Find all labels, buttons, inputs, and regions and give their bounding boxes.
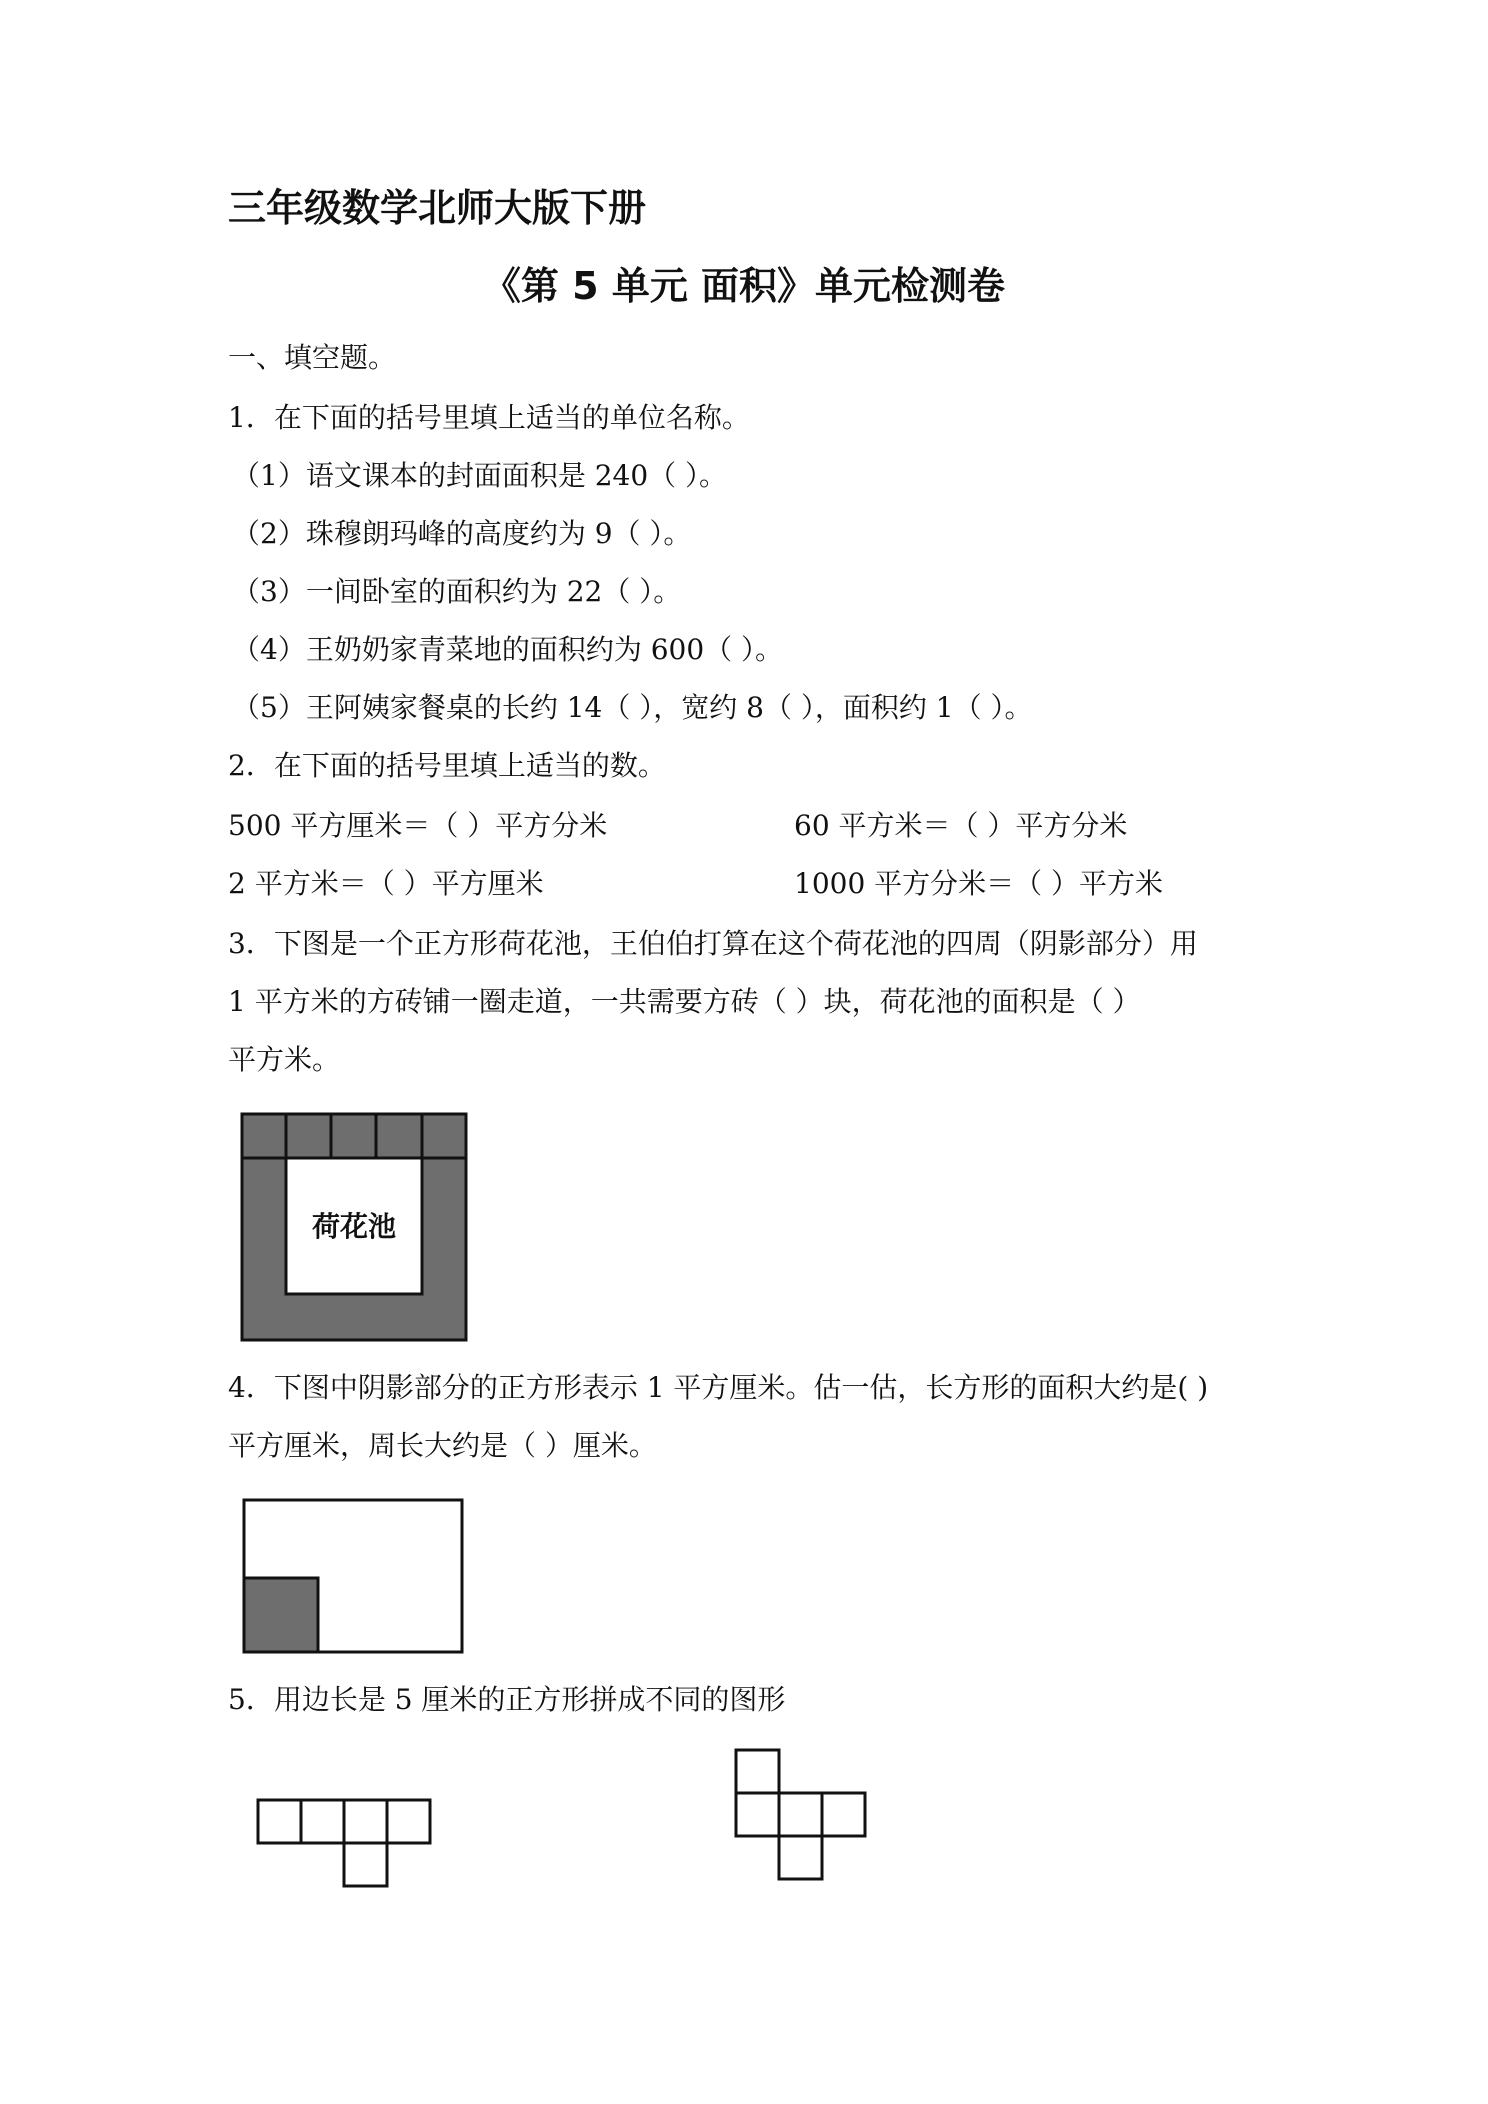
shape-a-square-5 [344, 1843, 387, 1886]
page-title: 三年级数学北师大版下册 [228, 186, 647, 230]
q1-item-3: （3）一间卧室的面积约为 22（ ）。 [232, 575, 682, 608]
q3-line-1: 3．下图是一个正方形荷花池，王伯伯打算在这个荷花池的四周（阴影部分）用 [228, 927, 1198, 960]
shape-b-square-5 [779, 1836, 822, 1879]
q2-item-2: 60 平方米＝（ ）平方分米 [794, 809, 1128, 842]
shape-a-square-4 [387, 1800, 430, 1843]
rectangle-estimate-figure [240, 1496, 466, 1656]
shape-a-square-1 [258, 1800, 301, 1843]
q2-stem: 2．在下面的括号里填上适当的数。 [228, 749, 666, 782]
shape-b-square-3 [779, 1793, 822, 1836]
unit-square-shaded [244, 1578, 318, 1652]
q5-stem: 5．用边长是 5 厘米的正方形拼成不同的图形 [228, 1683, 786, 1716]
q4-line-2: 平方厘米，周长大约是（ ）厘米。 [228, 1429, 657, 1462]
q2-item-3: 2 平方米＝（ ）平方厘米 [228, 867, 544, 900]
square-shape-b [732, 1746, 872, 1896]
shape-b-square-4 [822, 1793, 865, 1836]
q1-item-5: （5）王阿姨家餐桌的长约 14（ ），宽约 8（ ），面积约 1（ ）。 [232, 691, 1033, 724]
shape-a-square-3 [344, 1800, 387, 1843]
q2-item-1: 500 平方厘米＝（ ）平方分米 [228, 809, 608, 842]
page-subtitle: 《第 5 单元 面积》单元检测卷 [482, 264, 1006, 308]
shape-b-square-1 [736, 1750, 779, 1793]
pond-label: 荷花池 [311, 1210, 397, 1243]
q1-item-2: （2）珠穆朗玛峰的高度约为 9（ ）。 [232, 517, 692, 550]
q3-line-3: 平方米。 [228, 1043, 341, 1076]
shape-a-square-2 [301, 1800, 344, 1843]
q3-line-2: 1 平方米的方砖铺一圈走道，一共需要方砖（ ）块，荷花池的面积是（ ） [228, 985, 1141, 1018]
q2-item-4: 1000 平方分米＝（ ）平方米 [794, 867, 1164, 900]
section-heading: 一、填空题。 [228, 341, 397, 374]
shape-b-square-2 [736, 1793, 779, 1836]
square-shape-a [254, 1796, 434, 1896]
q4-line-1: 4．下图中阴影部分的正方形表示 1 平方厘米。估一估，长方形的面积大约是( ) [228, 1371, 1209, 1404]
q1-item-4: （4）王奶奶家青菜地的面积约为 600（ ）。 [232, 633, 784, 666]
q1-stem: 1．在下面的括号里填上适当的单位名称。 [228, 401, 750, 434]
lotus-pond-figure [240, 1112, 468, 1342]
q1-item-1: （1）语文课本的封面面积是 240（ ）。 [232, 459, 728, 492]
